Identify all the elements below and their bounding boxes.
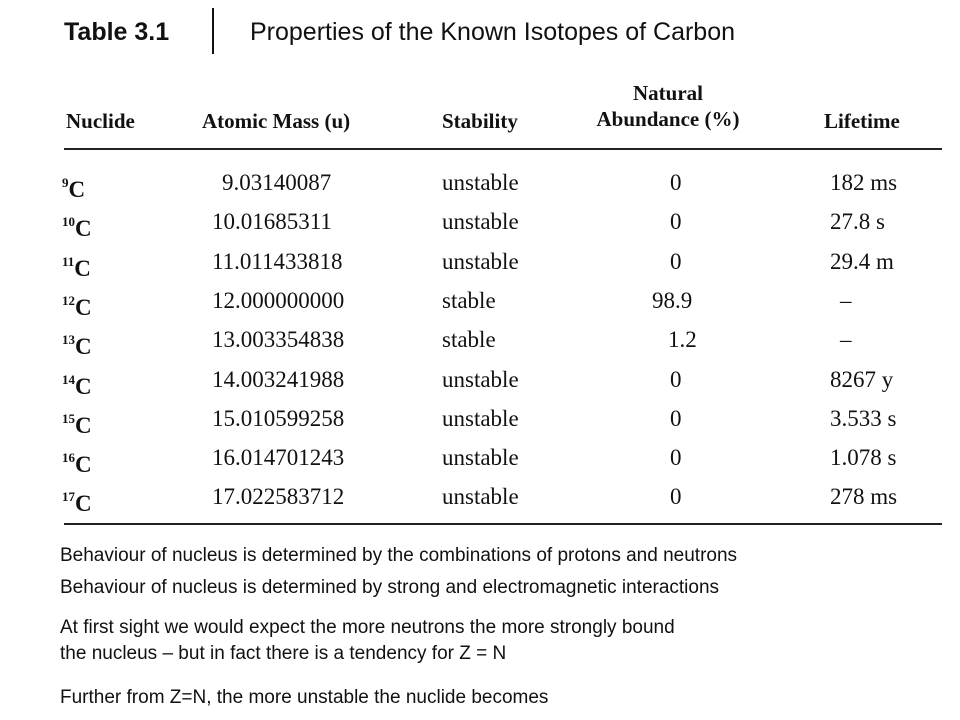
element-symbol: C <box>68 177 86 202</box>
header-atomic-mass: Atomic Mass (u) <box>202 109 351 133</box>
table-row <box>0 360 960 400</box>
lifetime-cell: 278 ms <box>830 484 898 510</box>
lifetime-cell: – <box>840 327 852 353</box>
element-symbol: C <box>75 294 92 320</box>
element-symbol: C <box>75 216 92 242</box>
stability-cell: unstable <box>442 248 519 274</box>
mass-number: 10 <box>62 214 75 230</box>
table-row <box>0 477 960 517</box>
lifetime-cell: 8267 y <box>830 366 894 392</box>
table-title: Properties of the Known Isotopes of Carbon <box>250 18 736 46</box>
atomic-mass-cell: 9.03140087 <box>222 170 332 195</box>
stability-cell: unstable <box>442 209 519 235</box>
atomic-mass-cell: 10.01685311 <box>212 209 332 235</box>
abundance-cell: 0 <box>670 209 682 235</box>
header-nuclide: Nuclide <box>66 109 135 133</box>
mass-number: 15 <box>62 410 75 426</box>
lifetime-cell: 3.533 s <box>830 405 897 431</box>
abundance-cell: 0 <box>670 170 682 195</box>
abundance-cell: 98.9 <box>652 287 693 313</box>
abundance-cell: 0 <box>670 484 682 510</box>
abundance-cell: 0 <box>670 248 682 274</box>
note-neutrons-line2: the nucleus – but in fact there is a tendency for Z = N <box>60 643 507 664</box>
atomic-mass-cell: 14.003241988 <box>212 366 345 392</box>
table-row <box>0 163 960 203</box>
stability-cell: unstable <box>442 445 519 471</box>
mass-number: 9 <box>62 175 69 190</box>
note-interactions: Behaviour of nucleus is determined by strong and electromagnetic interactions <box>60 577 720 598</box>
table-row <box>0 202 960 242</box>
table-row <box>0 438 960 478</box>
atomic-mass-cell: 12.000000000 <box>212 287 345 313</box>
header-stability: Stability <box>442 109 518 133</box>
header-lifetime: Lifetime <box>824 109 900 133</box>
element-symbol: C <box>75 334 92 360</box>
stability-cell: stable <box>442 287 496 313</box>
lifetime-cell: – <box>840 287 852 313</box>
header-abundance-line1: Natural <box>633 81 703 105</box>
element-symbol: C <box>75 452 92 478</box>
mass-number: 14 <box>62 371 75 387</box>
atomic-mass-cell: 13.003354838 <box>212 327 345 353</box>
stability-cell: unstable <box>442 170 519 195</box>
table-number: Table 3.1 <box>64 18 170 46</box>
atomic-mass-cell: 15.010599258 <box>212 405 345 431</box>
mass-number: 13 <box>62 332 75 348</box>
stability-cell: unstable <box>442 405 519 431</box>
abundance-cell: 0 <box>670 405 682 431</box>
atomic-mass-cell: 16.014701243 <box>212 445 345 471</box>
stability-cell: unstable <box>442 484 519 510</box>
stability-cell: unstable <box>442 366 519 392</box>
atomic-mass-cell: 11.011433818 <box>212 248 343 274</box>
header-rule <box>64 148 942 150</box>
header-abundance-line2: Abundance (%) <box>596 107 740 131</box>
element-symbol: C <box>75 373 92 399</box>
element-symbol: C <box>74 255 91 281</box>
mass-number: 12 <box>62 292 75 308</box>
lifetime-cell: 27.8 s <box>830 209 885 235</box>
note-instability: Further from Z=N, the more unstable the nuclide becomes <box>60 687 549 708</box>
table-row <box>0 320 960 360</box>
title-divider <box>212 8 214 54</box>
abundance-cell: 1.2 <box>668 327 697 353</box>
lifetime-cell: 1.078 s <box>830 445 897 471</box>
atomic-mass-cell: 17.022583712 <box>212 484 345 510</box>
header-natural-abundance <box>568 80 768 132</box>
abundance-cell: 0 <box>670 366 682 392</box>
mass-number: 16 <box>62 450 75 466</box>
footer-rule <box>64 523 942 525</box>
element-symbol: C <box>75 412 92 438</box>
mass-number: 17 <box>62 489 75 505</box>
abundance-cell: 0 <box>670 445 682 471</box>
stability-cell: stable <box>442 327 496 353</box>
lifetime-cell: 182 ms <box>830 170 898 195</box>
note-combinations: Behaviour of nucleus is determined by the combinations of protons and neutrons <box>60 545 738 566</box>
element-symbol: C <box>75 491 92 517</box>
table-row <box>0 242 960 282</box>
mass-number: 11 <box>62 253 75 269</box>
lifetime-cell: 29.4 m <box>830 248 894 274</box>
nuclide-cell <box>62 477 92 524</box>
table-row <box>0 399 960 439</box>
table-row <box>0 281 960 321</box>
note-neutrons-line1: At first sight we would expect the more neutrons the more strongly bound <box>60 617 675 638</box>
